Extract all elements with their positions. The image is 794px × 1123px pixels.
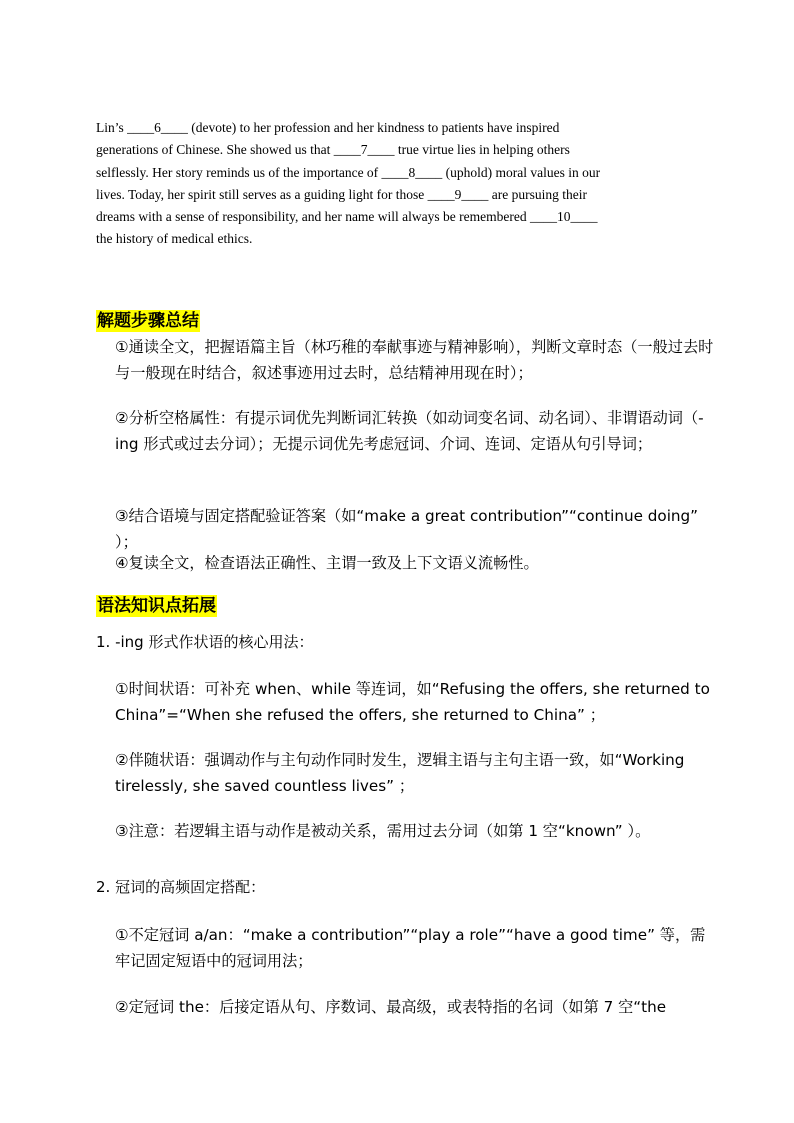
passage-line: Lin’s ____6____ (devote) to her profession and her kindness to patients have inspired — [96, 120, 560, 135]
grammar-point-accompanying-adverbial: ②伴随状语：强调动作与主句动作同时发生，逻辑主语与主句主语一致，如“Working tirelessly, she saved countless lives” ； — [115, 751, 685, 795]
grammar-heading: 语法知识点拓展 — [97, 596, 216, 616]
grammar-point-time-adverbial: ①时间状语：可补充 when、while 等连词，如“Refusing the offers, she returned to China”=“When she refused the offers, she returned to China” ； — [115, 680, 710, 724]
summary-step-4: ④复读全文，检查语法正确性、主谓一致及上下文语义流畅性。 — [115, 554, 539, 572]
summary-step-2: ②分析空格属性：有提示词优先判断词汇转换（如动词变名词、动名词）、非谓语动词（-ing 形式或过去分词）；无提示词优先考虑冠词、介词、连词、定语从句引导词； — [115, 409, 704, 453]
grammar-section-2-heading: 2. 冠词的高频固定搭配： — [96, 878, 266, 896]
grammar-point-definite-article: ②定冠词 the：后接定语从句、序数词、最高级，或表特指的名词（如第 7 空“the — [115, 998, 667, 1016]
summary-step-1: ①通读全文，把握语篇主旨（林巧稚的奉献事迹与精神影响），判断文章时态（一般过去时与一般现在时结合，叙述事迹用过去时，总结精神用现在时）； — [115, 338, 714, 382]
passage-line: selflessly. Her story reminds us of the importance of ____8____ (uphold) moral values in our — [96, 164, 601, 180]
summary-heading: 解题步骤总结 — [97, 311, 199, 331]
cloze-passage — [96, 117, 696, 251]
passage-line: lives. Today, her spirit still serves as a guiding light for those ____9____ are pursuing their — [96, 186, 587, 202]
passage-line: generations of Chinese. She showed us that ____7____ true virtue lies in helping others — [96, 142, 570, 158]
summary-step-3: ③结合语境与固定搭配验证答案（如“make a great contribution”“continue doing” ）； — [115, 507, 699, 551]
grammar-point-indefinite-article: ①不定冠词 a/an：“make a contribution”“play a role”“have a good time” 等，需牢记固定短语中的冠词用法； — [115, 926, 706, 970]
grammar-section-1-heading: 1. -ing 形式作状语的核心用法： — [96, 633, 314, 651]
passage-line: the history of medical ethics. — [96, 231, 253, 247]
passage-line: dreams with a sense of responsibility, and her name will always be remembered ____10____ — [96, 209, 598, 225]
grammar-point-note: ③注意：若逻辑主语与动作是被动关系，需用过去分词（如第 1 空“known” ）。 — [115, 822, 651, 840]
